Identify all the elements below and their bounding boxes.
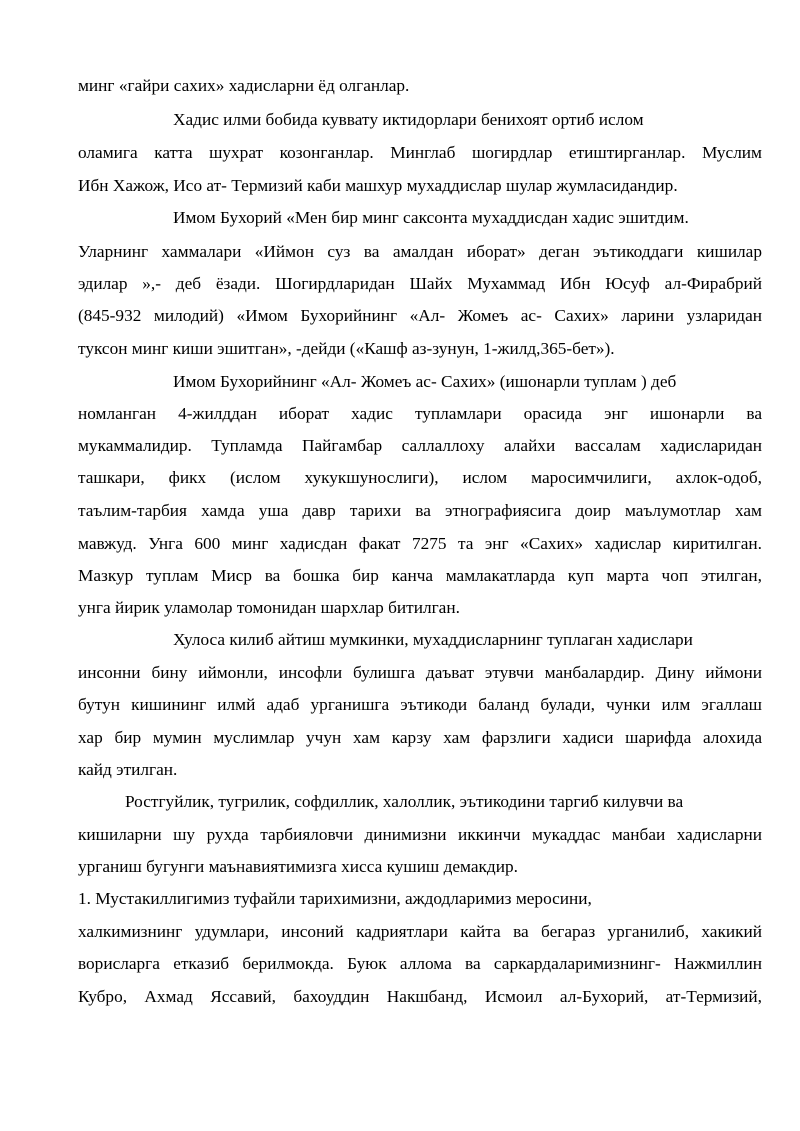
text-line: таълим-тарбия хамда уша давр тарихи ва этнографиясига доир маълумотлар хам [78, 501, 762, 520]
list-item-line: 1. Мустакиллигимиз туфайли тарихимизни, аждодларимиз меросини, [78, 889, 592, 908]
text-line: номланган 4-жилддан иборат хадис тупламлари орасида энг ишонарли ва [78, 404, 762, 423]
text-line: Хулоса килиб айтиш мумкинки, мухаддисларнинг туплаган хадислари [173, 630, 693, 649]
text-line: мавжуд. Унга 600 минг хадисдан факат 7275 та энг «Сахих» хадислар киритилган. [78, 534, 762, 553]
text-line: оламига катта шухрат козонганлар. Минглаб шогирдлар етиштирганлар. Муслим [78, 143, 762, 162]
text-line: мукаммалидир. Тупламда Пайгамбар саллаллоху алайхи вассалам хадисларидан [78, 436, 762, 455]
text-line: инсонни бину иймонли, инсофли булишга даъват этувчи манбалардир. Дину иймони [78, 663, 762, 682]
text-line: Ибн Хажож, Исо ат- Термизий каби машхур мухаддислар шулар жумласидандир. [78, 176, 678, 195]
text-line: Уларнинг хаммалари «Иймон суз ва амалдан иборат» деган эътикоддаги кишилар [78, 242, 762, 261]
text-line: ташкари, фикх (ислом хукукшунослиги), ислом маросимчилиги, ахлок-одоб, [78, 468, 762, 487]
text-line: минг «гайри сахих» хадисларни ёд олганлар. [78, 76, 410, 95]
text-line: урганиш бугунги маънавиятимизга хисса кушиш демакдир. [78, 857, 518, 876]
text-line: Мазкур туплам Миср ва бошка бир канча мамлакатларда куп марта чоп этилган, [78, 566, 762, 585]
text-line: Имом Бухорийнинг «Ал- Жомеъ ас- Сахих» (ишонарли туплам ) деб [173, 372, 677, 391]
text-line: Имом Бухорий «Мен бир минг саксонта мухаддисдан хадис эшитдим. [173, 208, 689, 227]
text-line: Хадис илми бобида кувватy иктидорлари бенихоят ортиб ислом [173, 110, 644, 129]
text-line: халкимизнинг удумлари, инсоний кадриятлари кайта ва бегараз урганилиб, хакикий [78, 922, 762, 941]
text-line: кишиларни шу рухда тарбияловчи динимизни иккинчи мукаддас манбаи хадисларни [78, 825, 762, 844]
text-line: туксон минг киши эшитган», -дейди («Кашф аз-зунун, 1-жилд,365-бет»). [78, 339, 615, 358]
text-line: кайд этилган. [78, 760, 178, 779]
text-line: ворисларга етказиб берилмокда. Буюк аллома ва саркардаларимизнинг- Нажмиллин [78, 954, 762, 973]
text-line: унга йирик уламолар томонидан шархлар битилган. [78, 598, 460, 617]
text-line: эдилар »,- деб ёзади. Шогирдларидан Шайх Мухаммад Ибн Юсуф ал-Фирабрий [78, 274, 762, 293]
text-line: Кубро, Ахмад Яссавий, бахоуддин Накшбанд, Исмоил ал-Бухорий, ат-Термизий, [78, 987, 762, 1006]
text-line: (845-932 милодий) «Имом Бухорийнинг «Ал- Жомеъ ас- Сахих» ларини узларидан [78, 306, 762, 325]
text-line: бутун кишининг илмй адаб урганишга эътикоди баланд булади, чунки илм эгаллаш [78, 695, 762, 714]
text-line: хар бир мумин муслимлар учун хам карзу хам фарзлиги хадиси шарифда алохида [78, 728, 762, 747]
text-line: Ростгуйлик, тугрилик, софдиллик, халоллик, эътикодини таргиб килувчи ва [125, 792, 684, 811]
